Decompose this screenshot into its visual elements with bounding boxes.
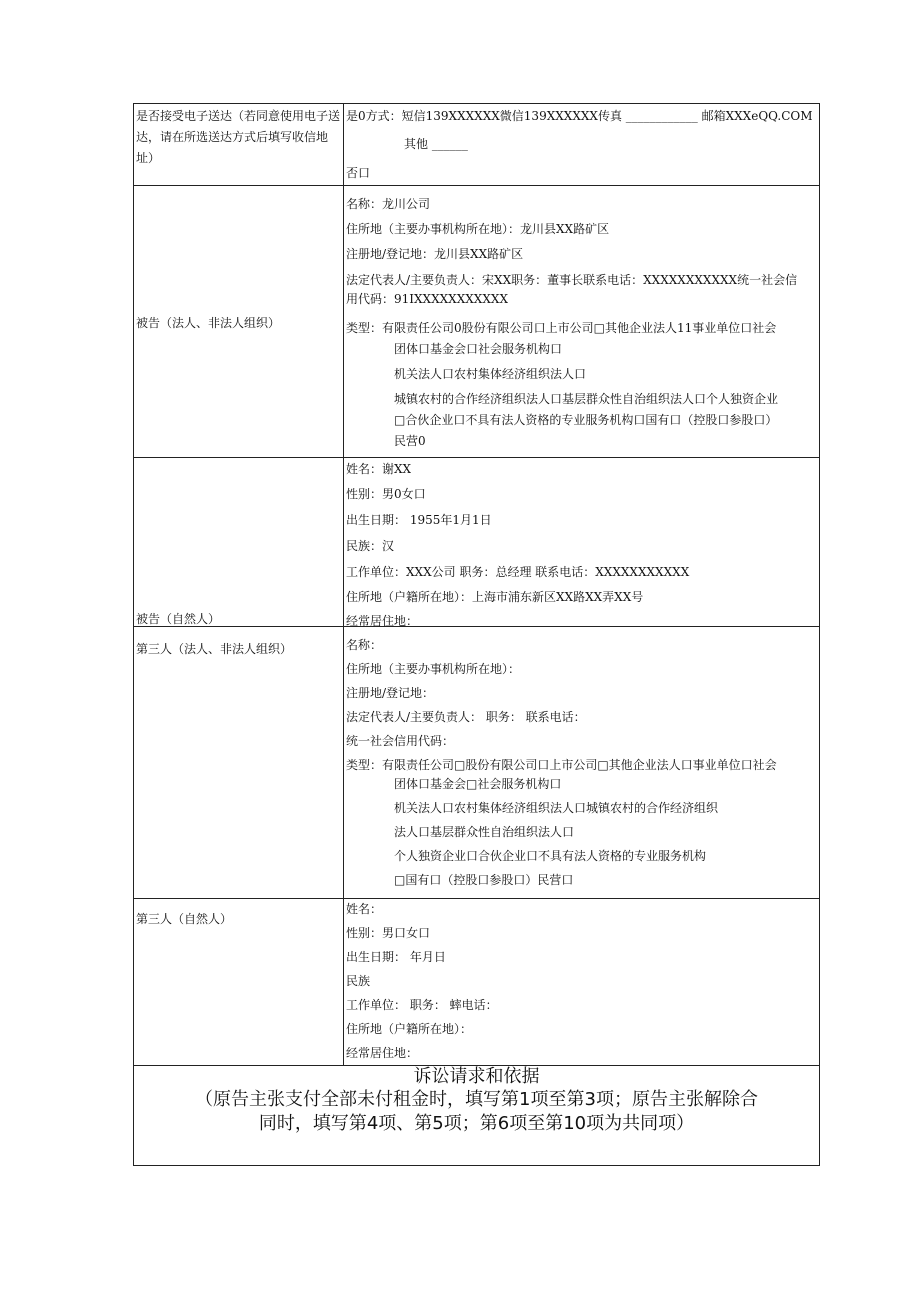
field-line: 民族：汉 (346, 539, 395, 553)
defendant-legal-label (134, 186, 344, 457)
field-line: 注册地/登记地：龙川县XX路矿区 (346, 247, 524, 261)
field-line: 个人独资企业口合伙企业口不具有法人资格的专业服务机构 (394, 849, 707, 863)
field-line: 出生日期： 年月日 (346, 950, 446, 964)
claims-note-line1: （原告主张支付全部未付租金时，填写第1项至第3项；原告主张解除合 (195, 1089, 758, 1110)
field-line: 团体口基金会□社会服务机构口 (394, 777, 562, 791)
claims-title-block (134, 1066, 819, 1165)
defendant-natural-row (134, 458, 819, 627)
field-line: 城镇农村的合作经济组织法人口基层群众性自治组织法人口个人独资企业 (394, 392, 779, 406)
field-line: 工作单位： 职务： 蟀电话： (346, 998, 498, 1012)
field-line: 法人口基层群众性自治组织法人口 (394, 825, 575, 839)
third-natural-label (134, 899, 344, 1065)
third-legal-value (344, 627, 819, 898)
field-line: □国有口（控股口参股口）民营口 (394, 873, 574, 887)
field-line: 用代码：91ⅠXXXXXXXXXXX (346, 292, 508, 306)
claims-note-line2: 同时，填写第4项、第5项；第6项至第10项为共同项） (258, 1113, 695, 1134)
field-line: 住所地（户籍所在地）： (346, 1022, 473, 1036)
defendant-natural-label (134, 458, 344, 626)
field-line: 机关法人口农村集体经济组织法人口城镇农村的合作经济组织 (394, 801, 719, 815)
field-line: 性别：男0女口 (346, 487, 426, 501)
field-line: 团体口基金会口社会服务机构口 (394, 342, 563, 356)
field-line: 出生日期： 1955年1月1日 (346, 513, 492, 527)
electronic-service-row (134, 104, 819, 186)
defendant-legal-row (134, 186, 819, 458)
third-natural-label-text: 第三人（自然人） (136, 912, 233, 926)
defendant-legal-label-text: 被告（法人、非法人组织） (136, 316, 281, 330)
electronic-service-value (344, 104, 819, 185)
defendant-legal-value (344, 186, 819, 457)
field-line: 经常居住地： (346, 614, 419, 628)
third-legal-label-text: 第三人（法人、非法人组织） (136, 642, 293, 656)
service-other-line: 其他 ______ (404, 137, 468, 151)
electronic-service-label: 是否接受电子送达（若同意使用电子送达，请在所选送达方式后填写收信地址） (134, 104, 344, 185)
field-line: 类型：有限责任公司□股份有限公司口上市公司□其他企业法人口事业单位口社会 (346, 758, 777, 772)
complaint-form-table (133, 103, 820, 1166)
field-line: 名称：龙川公司 (346, 197, 431, 211)
field-line: 住所地（户籍所在地）：上海市浦东新区XX路XX弄XX号 (346, 590, 644, 604)
field-line: 姓名： (346, 902, 383, 916)
field-line: 姓名：谢XX (346, 462, 412, 476)
field-line: 类型：有限责任公司0股份有限公司口上市公司□其他企业法人11事业单位口社会 (346, 321, 777, 335)
field-line: 法定代表人/主要负责人： 职务： 联系电话： (346, 710, 586, 724)
third-natural-value (344, 899, 819, 1065)
field-line: 注册地/登记地： (346, 686, 435, 700)
field-line: 民族 (346, 974, 371, 988)
service-no-line: 否口 (346, 166, 371, 180)
third-legal-row (134, 627, 819, 899)
service-methods-line: 是0方式：短信139XXXXXX微信139XXXXXX传真 ____________ 邮箱XXXeQQ.COM (346, 109, 813, 123)
defendant-natural-value (344, 458, 819, 626)
third-legal-label (134, 627, 344, 898)
third-natural-row (134, 899, 819, 1066)
defendant-natural-label-text: 被告（自然人） (136, 612, 221, 626)
field-line: 法定代表人/主要负责人：宋XX职务：董事长联系电话：XXXXXXXXXXX统一社会信 (346, 273, 798, 287)
field-line: 民营0 (394, 434, 426, 448)
field-line: □合伙企业口不具有法人资格的专业服务机构口国有口（控股口参股口） (394, 413, 778, 427)
field-line: 经常居住地： (346, 1046, 419, 1060)
field-line: 住所地（主要办事机构所在地）：龙川县XX路矿区 (346, 222, 610, 236)
field-line: 机关法人口农村集体经济组织法人口 (394, 367, 587, 381)
claims-row (134, 1066, 819, 1165)
field-line: 住所地（主要办事机构所在地）： (346, 662, 521, 676)
claims-title: 诉讼请求和依据 (413, 1066, 540, 1087)
field-line: 统一社会信用代码： (346, 734, 455, 748)
field-line: 工作单位：XXX公司 职务：总经理 联系电话：XXXXXXXXXXX (346, 565, 690, 579)
field-line: 性别：男口女口 (346, 926, 431, 940)
field-line: 名称： (346, 638, 383, 652)
